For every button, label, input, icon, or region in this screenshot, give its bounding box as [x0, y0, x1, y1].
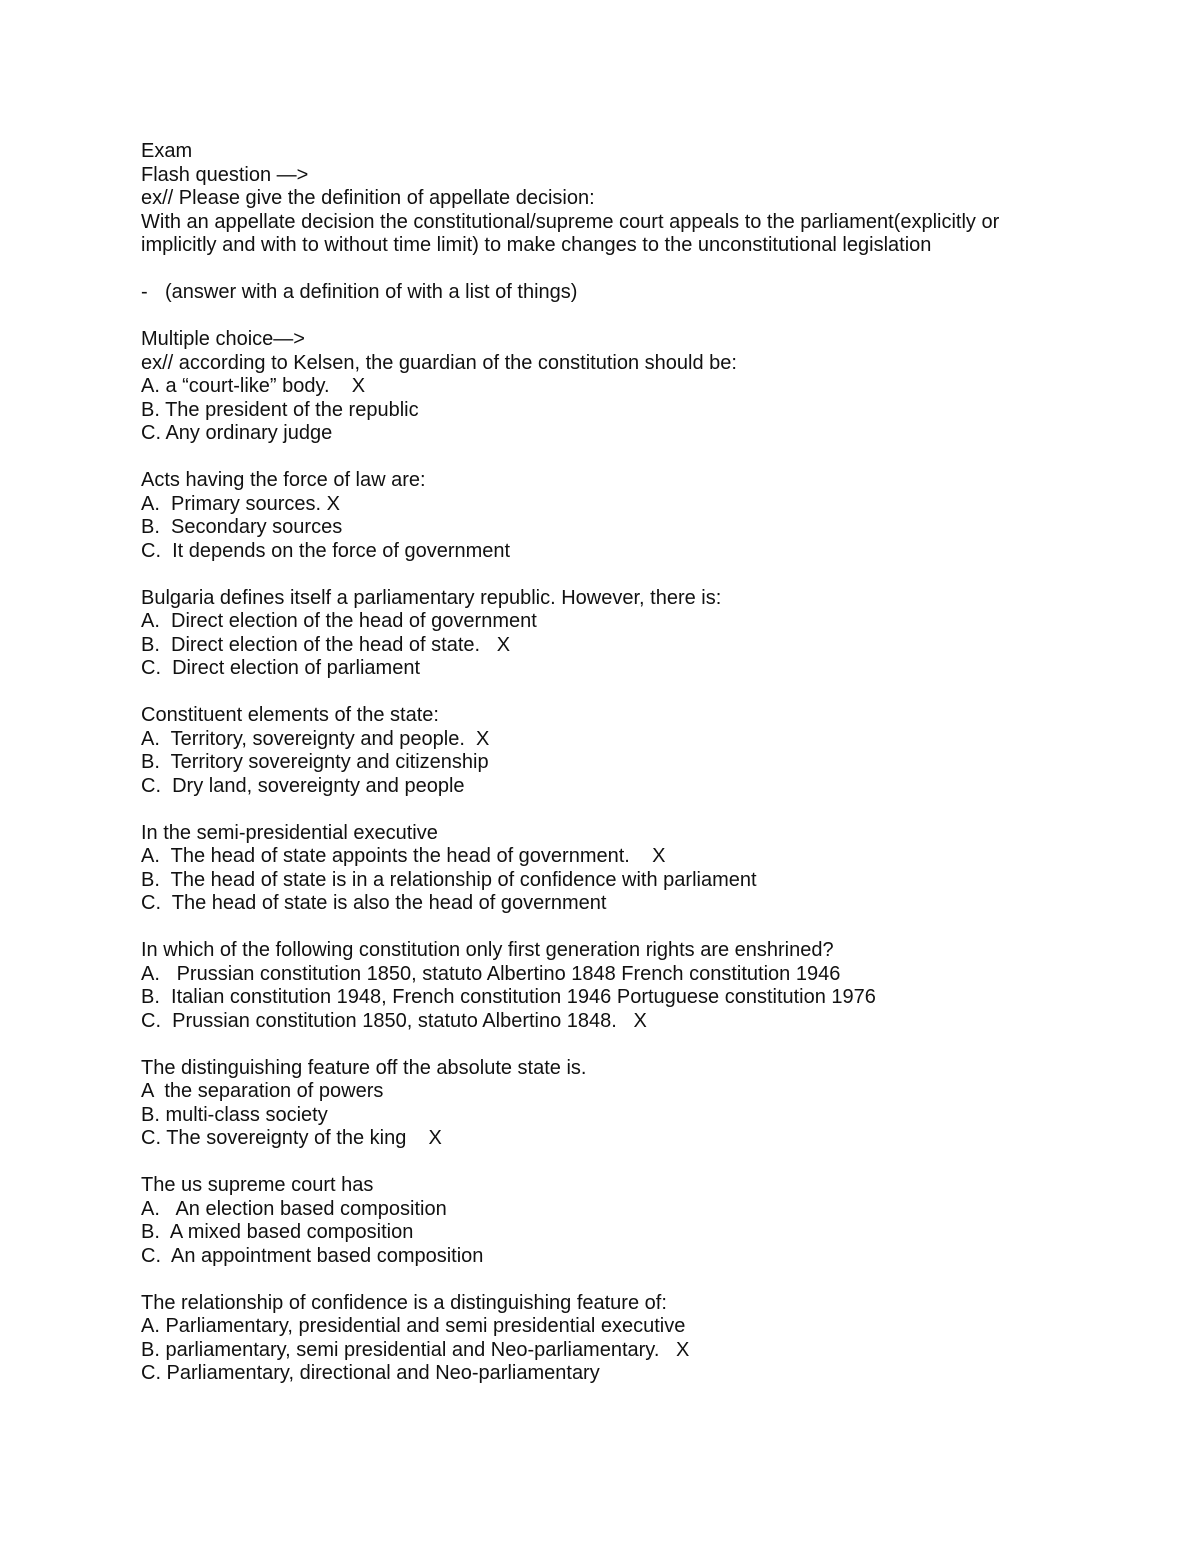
answer-option: A. Prussian constitution 1850, statuto Albertino 1848 French constitution 1946: [141, 962, 841, 985]
question-text: ex// according to Kelsen, the guardian of the constitution should be:: [141, 351, 737, 374]
answer-option: A. Parliamentary, presidential and semi presidential executive: [141, 1315, 686, 1337]
spacer: [141, 305, 1071, 329]
spacer: [141, 446, 1071, 470]
bullet-text: (answer with a definition of with a list of things): [165, 281, 578, 303]
page-title: Exam: [141, 140, 193, 162]
answer-option: C. Dry land, sovereignty and people: [141, 774, 465, 797]
answer-option: A the separation of powers: [141, 1080, 384, 1102]
flash-question-heading: Flash question —>: [141, 163, 309, 186]
spacer: [141, 1151, 1071, 1175]
question-block: [141, 704, 1071, 798]
bullet-item: [141, 281, 1071, 305]
spacer: [141, 798, 1071, 822]
spacer: [141, 1268, 1071, 1292]
answer-option: A. Primary sources. X: [141, 492, 340, 515]
question-text: Acts having the force of law are:: [141, 469, 426, 491]
spacer: [141, 1033, 1071, 1057]
question-block: [141, 822, 1071, 916]
answer-option: B. parliamentary, semi presidential and Neo-parliamentary. X: [141, 1338, 690, 1361]
answer-option: B. multi-class society: [141, 1103, 328, 1126]
answer-option: B. Secondary sources: [141, 516, 343, 538]
question-text: The distinguishing feature off the absolute state is.: [141, 1056, 587, 1079]
question-block: [141, 939, 1071, 1033]
answer-option: C. Any ordinary judge: [141, 422, 333, 444]
answer-option: C. It depends on the force of government: [141, 539, 511, 562]
question-block: [141, 352, 1071, 446]
spacer: [141, 916, 1071, 940]
question-text: Constituent elements of the state:: [141, 704, 439, 726]
question-block: [141, 1292, 1071, 1386]
spacer: [141, 563, 1071, 587]
question-block: [141, 1174, 1071, 1268]
flash-question-answer: With an appellate decision the constitutional/supreme court appeals to the parliament(explicitly or implicitly and with to without time limit) to make changes to the unconstitutional legislation: [141, 210, 1000, 256]
document-page: [141, 140, 1071, 1386]
answer-option: B. The president of the republic: [141, 398, 419, 421]
answer-option: C. Direct election of parliament: [141, 657, 421, 679]
question-text: Bulgaria defines itself a parliamentary republic. However, there is:: [141, 586, 722, 609]
answer-option: A. The head of state appoints the head of government. X: [141, 845, 666, 867]
answer-option: B. Italian constitution 1948, French constitution 1946 Portuguese constitution 1976: [141, 986, 876, 1008]
multiple-choice-heading: Multiple choice—>: [141, 328, 305, 350]
flash-question-example: ex// Please give the definition of appellate decision:: [141, 187, 595, 209]
answer-option: C. The sovereignty of the king X: [141, 1127, 442, 1149]
spacer: [141, 681, 1071, 705]
answer-option: C. Prussian constitution 1850, statuto Albertino 1848. X: [141, 1009, 647, 1032]
answer-option: A. An election based composition: [141, 1197, 447, 1220]
answer-option: C. The head of state is also the head of government: [141, 892, 607, 914]
question-block: [141, 469, 1071, 563]
bullet-dash: -: [141, 281, 148, 303]
answer-option: B. The head of state is in a relationship of confidence with parliament: [141, 868, 757, 891]
question-text: The us supreme court has: [141, 1174, 374, 1196]
answer-option: C. Parliamentary, directional and Neo-parliamentary: [141, 1362, 600, 1384]
spacer: [141, 258, 1071, 282]
answer-option: B. Territory sovereignty and citizenship: [141, 751, 489, 773]
question-block: [141, 587, 1071, 681]
answer-option: A. Direct election of the head of government: [141, 610, 537, 632]
answer-option: A. a “court-like” body. X: [141, 375, 366, 397]
answer-option: A. Territory, sovereignty and people. X: [141, 727, 490, 750]
question-block: [141, 1057, 1071, 1151]
answer-option: B. A mixed based composition: [141, 1221, 414, 1243]
answer-option: C. An appointment based composition: [141, 1244, 484, 1267]
question-text: In which of the following constitution only first generation rights are enshrined?: [141, 939, 834, 961]
question-text: In the semi-presidential executive: [141, 821, 438, 844]
answer-option: B. Direct election of the head of state. X: [141, 633, 511, 656]
question-text: The relationship of confidence is a distinguishing feature of:: [141, 1291, 667, 1314]
